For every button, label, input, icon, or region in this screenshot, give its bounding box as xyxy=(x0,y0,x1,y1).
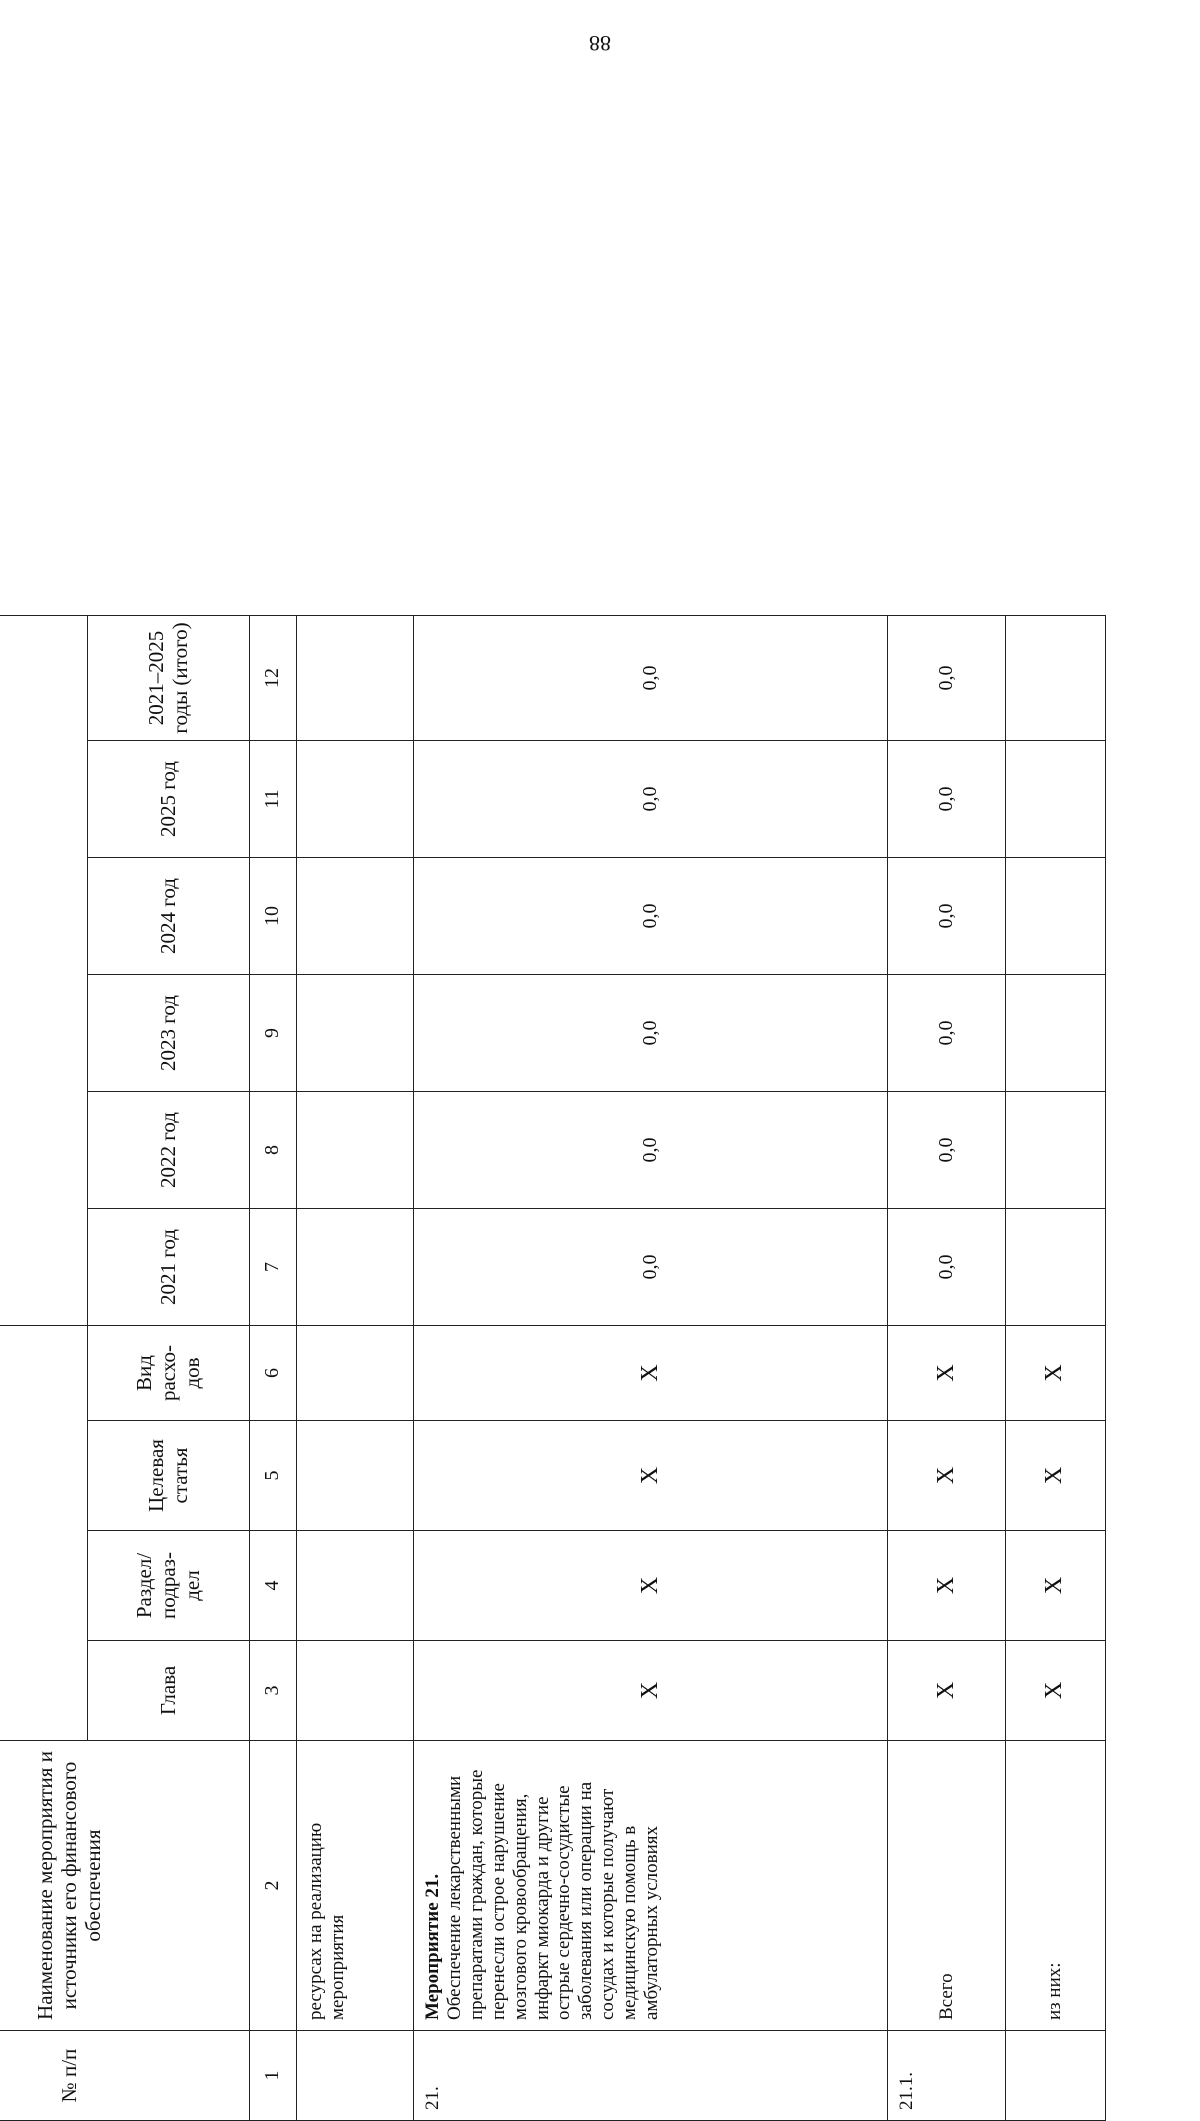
table-row xyxy=(1005,615,1105,2120)
value-cell: 0,0 xyxy=(414,974,888,1091)
kbk-cell xyxy=(297,1641,414,1741)
col-number: 3 xyxy=(249,1641,296,1741)
value-cell: 0,0 xyxy=(888,740,1005,857)
kbk-cell xyxy=(297,1325,414,1420)
kbk-cell: Х xyxy=(1005,1531,1105,1641)
col-number: 12 xyxy=(249,615,296,740)
header-kbk xyxy=(0,1325,88,1740)
col-number: 8 xyxy=(249,1091,296,1208)
value-cell: 0,0 xyxy=(888,857,1005,974)
row-name: Всего xyxy=(888,1741,1005,2031)
value-cell xyxy=(1005,740,1105,857)
value-cell: 0,0 xyxy=(888,615,1005,740)
col-number: 9 xyxy=(249,974,296,1091)
kbk-cell: Х xyxy=(414,1641,888,1741)
col-number: 10 xyxy=(249,857,296,974)
header-num: № п/п xyxy=(0,2031,249,2121)
header-kbk-vid: Вид расхо- дов xyxy=(88,1325,250,1420)
col-number: 2 xyxy=(249,1741,296,2031)
header-kbk-glava: Глава xyxy=(88,1641,250,1741)
kbk-cell: Х xyxy=(888,1531,1005,1641)
header-kbk-celevaya: Целевая статья xyxy=(88,1421,250,1531)
value-cell: 0,0 xyxy=(414,740,888,857)
value-cell: 0,0 xyxy=(414,857,888,974)
table-row xyxy=(888,615,1005,2120)
header-year: 2021 год xyxy=(88,1208,250,1325)
value-cell xyxy=(1005,857,1105,974)
value-cell xyxy=(1005,615,1105,740)
kbk-cell: Х xyxy=(888,1325,1005,1420)
value-cell xyxy=(297,857,414,974)
kbk-cell: Х xyxy=(414,1421,888,1531)
value-cell xyxy=(297,615,414,740)
header-year: 2022 год xyxy=(88,1091,250,1208)
header-year: 2025 год xyxy=(88,740,250,857)
kbk-cell: Х xyxy=(1005,1641,1105,1741)
value-cell: 0,0 xyxy=(888,1091,1005,1208)
header-name: Наименование мероприятия и источники его финансового обеспечения xyxy=(0,1741,249,2031)
header-kbk-razdel: Раздел/ подраз- дел xyxy=(88,1531,250,1641)
table-row xyxy=(297,615,414,2120)
value-cell xyxy=(1005,1091,1105,1208)
header-funding xyxy=(0,615,88,1325)
row-num xyxy=(1005,2031,1105,2121)
row-name-bold: Мероприятие 21. xyxy=(422,1873,444,2020)
header-year-total: 2021–2025 годы (итого) xyxy=(88,615,250,740)
row-num: 21. xyxy=(414,2031,888,2121)
value-cell xyxy=(297,740,414,857)
financing-table-rotated xyxy=(0,616,1106,2121)
kbk-cell: Х xyxy=(888,1641,1005,1741)
kbk-cell: Х xyxy=(888,1421,1005,1531)
row-name: из них: xyxy=(1005,1741,1105,2031)
kbk-cell: Х xyxy=(1005,1325,1105,1420)
value-cell: 0,0 xyxy=(414,1091,888,1208)
value-cell: 0,0 xyxy=(414,1208,888,1325)
kbk-cell xyxy=(297,1421,414,1531)
row-num xyxy=(297,2031,414,2121)
value-cell: 0,0 xyxy=(414,615,888,740)
row-name: ресурсах на реализацию мероприятия xyxy=(297,1741,414,2031)
col-number: 1 xyxy=(249,2031,296,2121)
col-number: 11 xyxy=(249,740,296,857)
kbk-cell: Х xyxy=(1005,1421,1105,1531)
col-number: 5 xyxy=(249,1421,296,1531)
row-num: 21.1. xyxy=(888,2031,1005,2121)
value-cell: 0,0 xyxy=(888,1208,1005,1325)
row-name-cell xyxy=(414,1741,888,2031)
header-year: 2023 год xyxy=(88,974,250,1091)
col-number: 7 xyxy=(249,1208,296,1325)
row-name: Обеспечение лекарственными препаратами граждан, которые перенесли острое нарушение мозгового кровообращения, инфаркт миокарда и другие острые сердечно-сосудистые заболевания или операции на сосудах и которые получают медицинскую помощь в амбулаторных условиях xyxy=(444,1769,662,2020)
col-number: 4 xyxy=(249,1531,296,1641)
value-cell xyxy=(1005,974,1105,1091)
value-cell: 0,0 xyxy=(888,974,1005,1091)
header-year: 2024 год xyxy=(88,857,250,974)
value-cell xyxy=(297,974,414,1091)
page-number: 88 xyxy=(589,31,611,56)
kbk-cell: Х xyxy=(414,1325,888,1420)
value-cell xyxy=(297,1208,414,1325)
kbk-cell xyxy=(297,1531,414,1641)
kbk-cell: Х xyxy=(414,1531,888,1641)
value-cell xyxy=(297,1091,414,1208)
col-number: 6 xyxy=(249,1325,296,1420)
value-cell xyxy=(1005,1208,1105,1325)
table-row xyxy=(414,615,888,2120)
financing-table xyxy=(0,615,1106,2121)
